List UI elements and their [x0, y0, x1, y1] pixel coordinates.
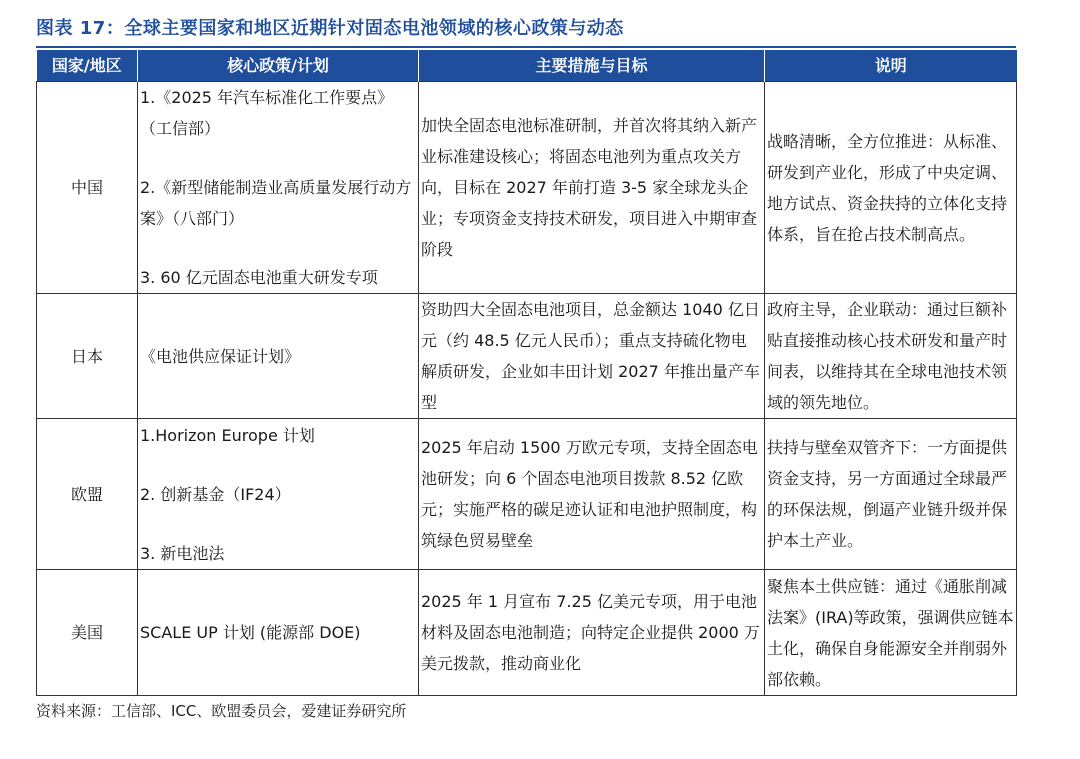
header-policy: 核心政策/计划: [138, 50, 419, 82]
notes-cell: 政府主导，企业联动：通过巨额补贴直接推动核心技术研发和量产时间表，以维持其在全球电池技术领域的领先地位。: [765, 294, 1017, 419]
measures-cell: 2025 年启动 1500 万欧元专项，支持全固态电池研发；向 6 个固态电池项目拨款 8.52 亿欧元；实施严格的碳足迹认证和电池护照制度，构筑绿色贸易壁垒: [419, 419, 765, 570]
table-row: [37, 294, 1017, 419]
policy-item: 1.Horizon Europe 计划: [140, 425, 315, 445]
notes-cell: 扶持与壁垒双管齐下：一方面提供资金支持，另一方面通过全球最严的环保法规，倒逼产业链升级并保护本土产业。: [765, 419, 1017, 570]
policy-item: 2.《新型储能制造业高质量发展行动方案》（八部门）: [140, 178, 412, 228]
measures-cell: 加快全固态电池标准研制，并首次将其纳入新产业标准建设核心；将固态电池列为重点攻关方向，目标在 2027 年前打造 3-5 家全球龙头企业；专项资金支持技术研发，项目进入中期审查阶段: [419, 82, 765, 294]
table-header-row: [37, 50, 1017, 82]
policy-item: 3. 60 亿元固态电池重大研发专项: [140, 268, 378, 287]
policy-cell: [138, 570, 419, 696]
policy-cell: [138, 294, 419, 419]
notes-cell: 战略清晰，全方位推进：从标准、研发到产业化，形成了中央定调、地方试点、资金扶持的立体化支持体系，旨在抢占技术制高点。: [765, 82, 1017, 294]
header-measures: 主要措施与目标: [419, 50, 765, 82]
policy-item: 3. 新电池法: [140, 543, 225, 563]
measures-cell: 资助四大全固态电池项目，总金额达 1040 亿日元（约 48.5 亿元人民币）；重点支持硫化物电解质研发，企业如丰田计划 2027 年推出量产车型: [419, 294, 765, 419]
policy-item: 2. 创新基金（IF24）: [140, 484, 291, 504]
policy-item: 《电池供应保证计划》: [140, 346, 301, 366]
header-country: 国家/地区: [37, 50, 138, 82]
source-note: 资料来源：工信部、ICC、欧盟委员会，爱建证券研究所: [36, 702, 407, 720]
policy-table: [36, 50, 1017, 696]
notes-cell: 聚焦本土供应链：通过《通胀削减法案》(IRA)等政策，强调供应链本土化，确保自身能源安全并削弱外部依赖。: [765, 570, 1017, 696]
country-cell: 欧盟: [37, 419, 138, 570]
table-row: [37, 82, 1017, 294]
policy-cell: [138, 419, 419, 570]
country-cell: 美国: [37, 570, 138, 696]
header-notes: 说明: [765, 50, 1017, 82]
country-cell: 中国: [37, 82, 138, 294]
title-underline: [36, 46, 1016, 48]
policy-item: SCALE UP 计划 (能源部 DOE): [140, 623, 361, 642]
table-row: [37, 570, 1017, 696]
table-row: [37, 419, 1017, 570]
country-cell: 日本: [37, 294, 138, 419]
figure-title: 图表 17：全球主要国家和地区近期针对固态电池领域的核心政策与动态: [36, 18, 624, 39]
policy-cell: [138, 82, 419, 294]
measures-cell: 2025 年 1 月宣布 7.25 亿美元专项，用于电池材料及固态电池制造；向特定企业提供 2000 万美元拨款，推动商业化: [419, 570, 765, 696]
policy-item: 1.《2025 年汽车标准化工作要点》（工信部）: [140, 88, 394, 138]
